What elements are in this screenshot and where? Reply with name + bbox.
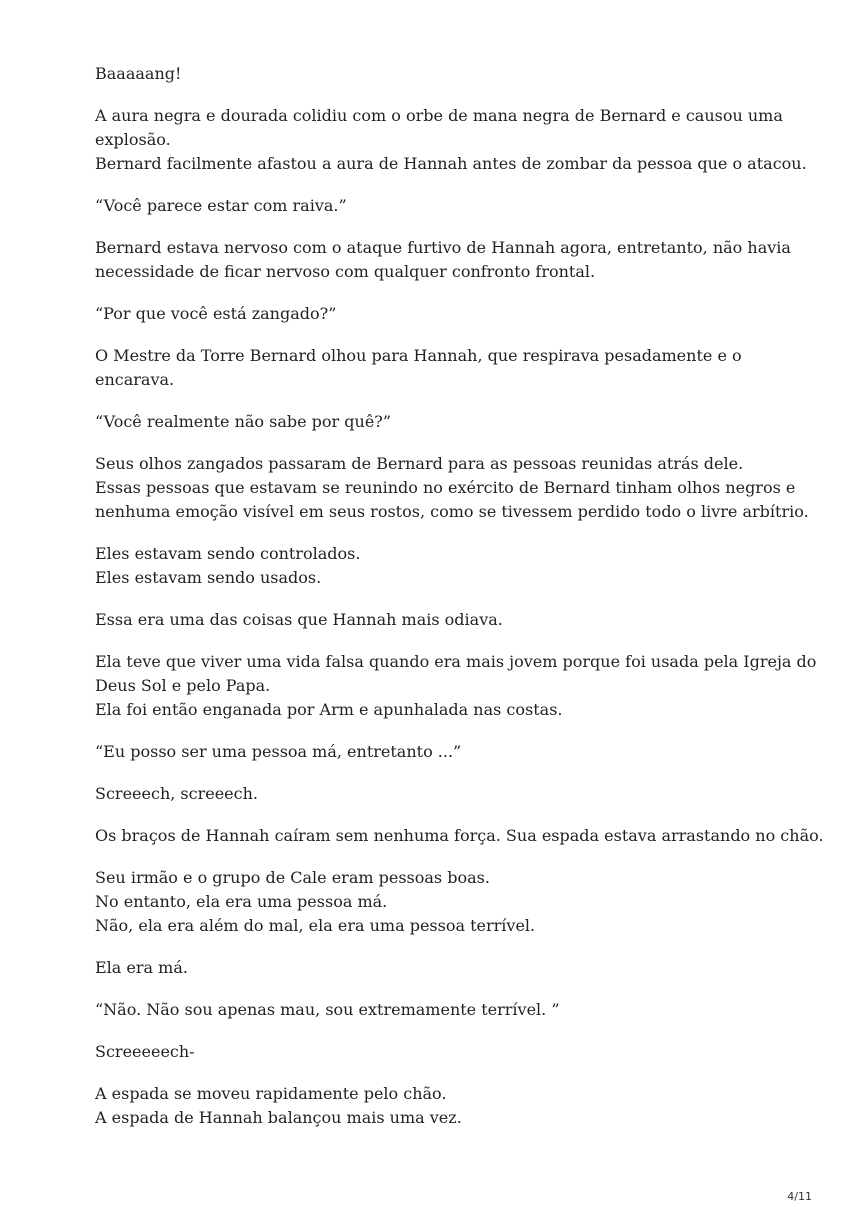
document-body — [95, 62, 824, 1148]
text-line: nenhuma emoção visível em seus rostos, como se tivessem perdido todo o livre arbítrio. — [95, 502, 809, 521]
paragraph — [95, 1040, 795, 1064]
text-line: A espada de Hannah balançou mais uma vez. — [95, 1108, 462, 1127]
paragraph — [95, 824, 824, 848]
text-line: “Eu posso ser uma pessoa má, entretanto ...” — [95, 742, 462, 761]
paragraph — [95, 542, 795, 590]
text-line: Screeech, screeech. — [95, 784, 258, 803]
text-line: “Você realmente não sabe por quê?” — [95, 412, 392, 431]
paragraph — [95, 236, 795, 284]
paragraph — [95, 1082, 795, 1130]
paragraph — [95, 104, 807, 176]
text-line: A espada se moveu rapidamente pelo chão. — [95, 1084, 447, 1103]
text-line: Baaaaang! — [95, 64, 182, 83]
paragraph — [95, 62, 795, 86]
paragraph — [95, 410, 795, 434]
text-line: No entanto, ela era uma pessoa má. — [95, 892, 388, 911]
text-line: Ela teve que viver uma vida falsa quando era mais jovem porque foi usada pela Igreja do — [95, 652, 817, 671]
paragraph — [95, 452, 809, 524]
text-line: Bernard facilmente afastou a aura de Hannah antes de zombar da pessoa que o atacou. — [95, 154, 807, 173]
text-line: Deus Sol e pelo Papa. — [95, 676, 271, 695]
text-line: Eles estavam sendo usados. — [95, 568, 322, 587]
text-line: Ela era má. — [95, 958, 188, 977]
text-line: A aura negra e dourada colidiu com o orbe de mana negra de Bernard e causou uma — [95, 106, 783, 125]
text-line: Os braços de Hannah caíram sem nenhuma força. Sua espada estava arrastando no chão. — [95, 826, 824, 845]
text-line: Eles estavam sendo controlados. — [95, 544, 361, 563]
text-line: Não, ela era além do mal, ela era uma pessoa terrível. — [95, 916, 536, 935]
paragraph — [95, 998, 795, 1022]
text-line: explosão. — [95, 130, 171, 149]
text-line: “Você parece estar com raiva.” — [95, 196, 347, 215]
page-number: 4/11 — [787, 1190, 812, 1203]
paragraph — [95, 608, 795, 632]
paragraph — [95, 740, 795, 764]
text-line: “Não. Não sou apenas mau, sou extremamente terrível. ” — [95, 1000, 560, 1019]
text-line: Seus olhos zangados passaram de Bernard para as pessoas reunidas atrás dele. — [95, 454, 744, 473]
paragraph — [95, 866, 795, 938]
paragraph — [95, 344, 795, 392]
text-line: Essas pessoas que estavam se reunindo no exército de Bernard tinham olhos negros e — [95, 478, 796, 497]
text-line: “Por que você está zangado?” — [95, 304, 337, 323]
text-line: Essa era uma das coisas que Hannah mais odiava. — [95, 610, 503, 629]
text-line: Screeeeech- — [95, 1042, 195, 1061]
text-line: encarava. — [95, 370, 175, 389]
paragraph — [95, 782, 795, 806]
text-line: Ela foi então enganada por Arm e apunhalada nas costas. — [95, 700, 563, 719]
text-line: Seu irmão e o grupo de Cale eram pessoas boas. — [95, 868, 490, 887]
paragraph — [95, 956, 795, 980]
text-line: O Mestre da Torre Bernard olhou para Hannah, que respirava pesadamente e o — [95, 346, 742, 365]
paragraph — [95, 302, 795, 326]
text-line: Bernard estava nervoso com o ataque furtivo de Hannah agora, entretanto, não havia — [95, 238, 791, 257]
paragraph — [95, 650, 817, 722]
paragraph — [95, 194, 795, 218]
text-line: necessidade de ficar nervoso com qualquer confronto frontal. — [95, 262, 596, 281]
